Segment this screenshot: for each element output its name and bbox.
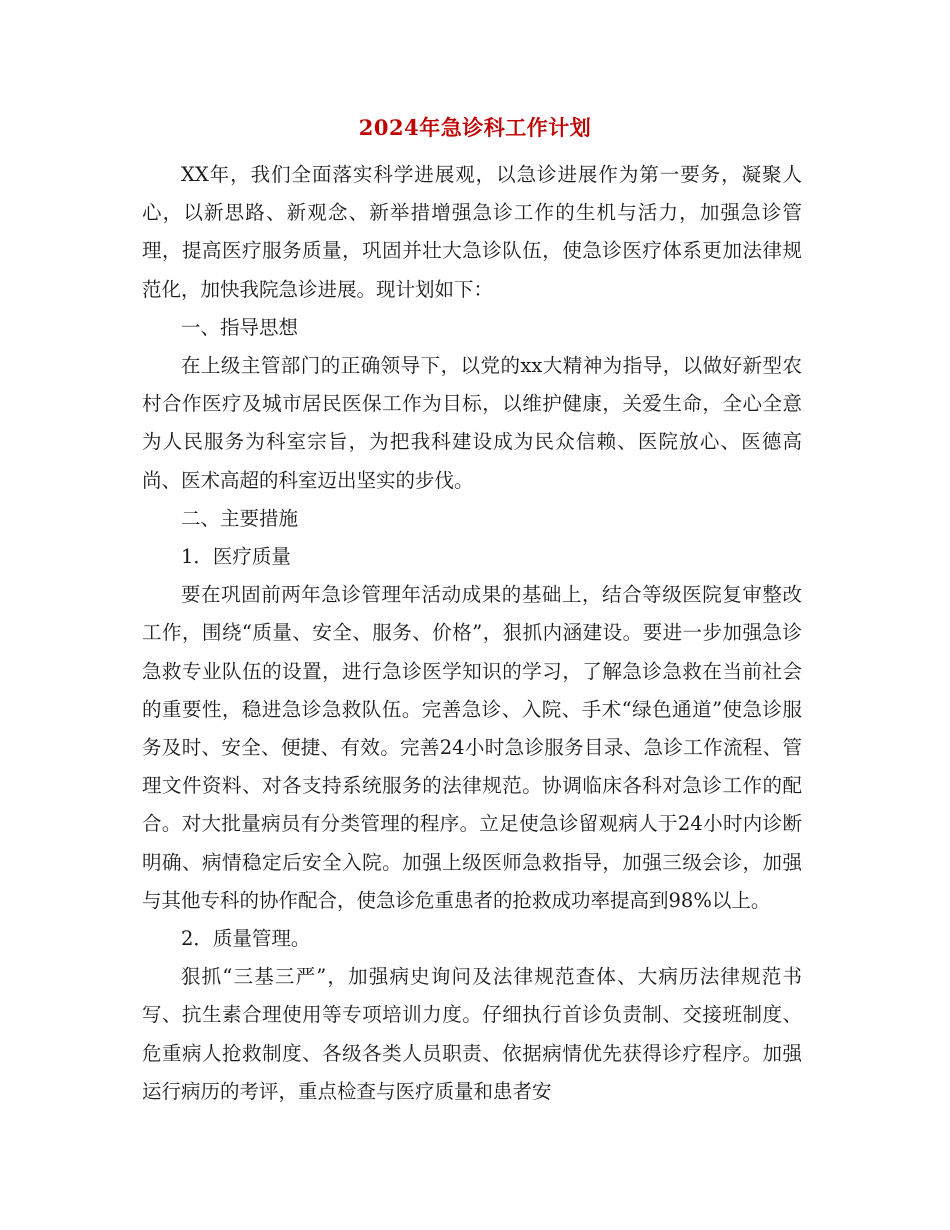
section-heading-main-measures: 二、主要措施 — [181, 506, 299, 530]
medical-quality-paragraph: 要在巩固前两年急诊管理年活动成果的基础上，结合等级医院复审整改工作，围绕“质量、安全、服务、价格”，狠抓内涵建设。要进一步加强急诊急救专业队伍的设置，进行急诊医学知识的学习，了解急诊急救在当前社会的重要性，稳进急诊急救队伍。完善急诊、入院、手术“绿色通道”使急诊服务及时、安全、便捷、有效。完善24小时急诊服务目录、急诊工作流程、管理文件资料、对各支持系统服务的法律规范。协调临床各科对急诊工作的配合。对大批量病员有分类管理的程序。立足使急诊留观病人于24小时内诊断明确、病情稳定后安全入院。加强上级医师急救指导，加强三级会诊，加强与其他专科的协作配合，使急诊危重患者的抢救成功率提高到98%以上。 — [142, 583, 802, 912]
subheading-medical-quality: 1．医疗质量 — [181, 545, 291, 569]
section-heading-guiding-ideology: 一、指导思想 — [181, 315, 299, 339]
guiding-ideology-paragraph: 在上级主管部门的正确领导下，以党的xx大精神为指导，以做好新型农村合作医疗及城市居民医保工作为目标，以维护健康，关爱生命，全心全意为人民服务为科室宗旨，为把我科建设成为民众信赖、医院放心、医德高尚、医术高超的科室迈出坚实的步伐。 — [142, 354, 802, 492]
subheading-quality-management: 2．质量管理。 — [181, 927, 311, 951]
document-body — [142, 156, 802, 1111]
quality-management-paragraph: 狠抓“三基三严”，加强病史询问及法律规范查体、大病历法律规范书写、抗生素合理使用等专项培训力度。仔细执行首诊负责制、交接班制度、危重病人抢救制度、各级各类人员职责、依据病情优先获得诊疗程序。加强运行病历的考评，重点检查与医疗质量和患者安 — [142, 965, 802, 1103]
intro-paragraph: XX年，我们全面落实科学进展观，以急诊进展作为第一要务，凝聚人心，以新思路、新观念、新举措增强急诊工作的生机与活力，加强急诊管理，提高医疗服务质量，巩固并壮大急诊队伍，使急诊医疗体系更加法律规范化，加快我院急诊进展。现计划如下： — [142, 163, 802, 301]
document-title: 2024年急诊科工作计划 — [358, 115, 592, 140]
